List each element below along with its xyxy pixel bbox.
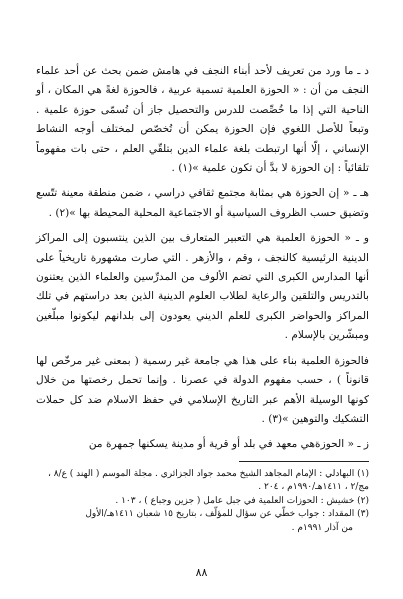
main-text bbox=[36, 62, 369, 455]
paragraph-d: د ـ ما ورد من تعريف لأحد أبناء النجف في هامش ضمن بحث عن أحد علماء النجف من أن : « الحوزة العلمية تسمية عربية ، فالحوزة لغةً هي المكان ، أو الناحية التي إذا ما خُصِّصت للدرس والتحصيل جاز أن تُسمّى حوزة علمية . وتبعاً للأصل اللغوي فإن الحوزة يمكن أن تُخصّص لمختلف أوجه النشاط الإنساني ، إلّا أنها ارتبطت بلغة علماء الدين بتلقّي العلم ، حتى بات مفهوماً تلقائياً : إن الحوزة لا بدَّ أن تكون علمية »(١) . bbox=[36, 65, 369, 175]
footnote-divider bbox=[239, 461, 369, 462]
paragraph-w: و ـ « الحوزة العلمية هي التعبير المتعارف بين الذين ينتسبون إلى المراكز الدينية الرئيسية كالنجف ، وقم ، والأزهر . التي صارت مشهورة تاريخياً على أنها المدارس الكبرى التي تضم الألوف من المدرِّسين والعلماء الذين يعتنون بالتدريس والتلقين والرعاية لطلاب العلوم الدينية الذين بعد دراستهم في تلك المراكز والحواضر الكبرى للعلم الديني يعودون إلى بلدانهم ليكونوا مبلّغين ومبشّرين بالإسلام . bbox=[36, 232, 369, 342]
page-number: ٨٨ bbox=[195, 566, 208, 579]
paragraph-h: هـ ـ « إن الحوزة هي بمثابة مجتمع ثقافي دراسي ، ضمن منطقة معينة تتّسع وتضيق حسب الظروف السياسية أو الاجتماعية المحلية المحيطة بها »(٢) . bbox=[36, 187, 369, 219]
footnotes bbox=[36, 468, 369, 536]
footnote-3-continued: من آذار ١٩٩١م . bbox=[291, 522, 353, 533]
paragraph-w-continued: فالحوزة العلمية بناء على هذا هي جامعة غير رسمية ( بمعنى غير مرخّص لها قانوناً ) ، حسب مفهوم الدولة في عصرنا . وإنما تحمل رخصتها من خلال كونها الوسيلة الأهم عبر التاريخ الإسلامي في حفظ الاسلام ضد كل حملات التشكيك والتوهين »(٣) . bbox=[36, 354, 369, 425]
footnote-2: (٢) خشيش : الحوزات العلمية في جبل عامل ( جزين وجباع ) ، ١٠٣ . bbox=[115, 495, 369, 506]
paragraph-z: ز ـ « الحوزةهي معهد في بلد أو قرية أو مدينة يسكنها جمهرة من bbox=[88, 438, 369, 451]
footnote-1: (١) البهادلي : الإمام المجاهد الشيخ محمد جواد الجزائري . مجلة الموسم ( الهند ) ع/٨ ، مج/٢ ، ١٤١١هـ/١٩٩٠م ، ٢٠٤ . bbox=[47, 468, 369, 493]
footnote-3: (٣) المقداد : جواب خطّي عن سؤال للمؤلّف ، بتاريخ ١٥ شعبان ١٤١١هـ/الأول bbox=[85, 509, 369, 520]
